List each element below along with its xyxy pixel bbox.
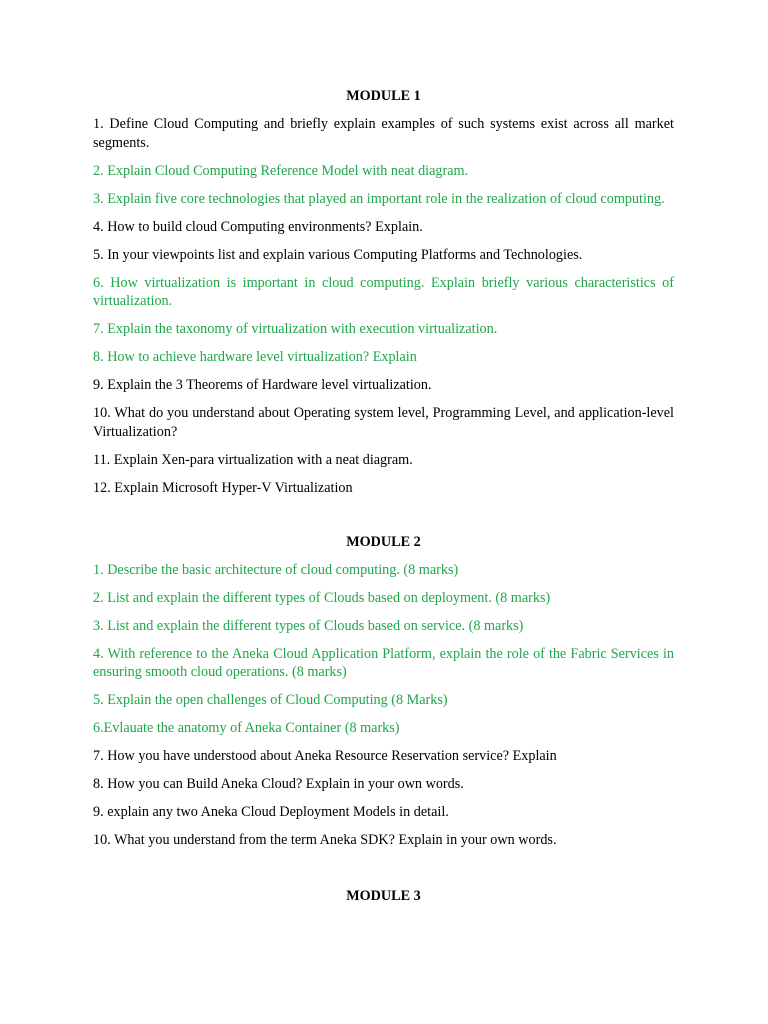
question-item: 6. How virtualization is important in cloud computing. Explain briefly various characteristics of virtualization. [93,274,674,309]
module-1-section [93,0,674,497]
question-item: 5. Explain the open challenges of Cloud Computing (8 Marks) [93,692,448,708]
question-item: 7. Explain the taxonomy of virtualization with execution virtualization. [93,321,498,337]
module-heading: MODULE 3 [346,888,421,904]
question-item: 11. Explain Xen-para virtualization with a neat diagram. [93,451,413,468]
question-list [93,115,674,497]
module-2-section [93,507,674,850]
question-item: 12. Explain Microsoft Hyper-V Virtualization [93,479,353,496]
question-item: 3. Explain five core technologies that played an important role in the realization of cloud computing. [93,190,665,207]
question-item: 6.Evlauate the anatomy of Aneka Container (8 marks) [93,720,400,736]
question-item: 3. List and explain the different types of Clouds based on service. (8 marks) [93,617,524,634]
question-item: 4. How to build cloud Computing environments? Explain. [93,218,423,235]
question-list [93,561,674,850]
question-item: 7. How you have understood about Aneka Resource Reservation service? Explain [93,748,557,764]
module-heading: MODULE 2 [346,533,421,550]
module-3-section [93,859,674,905]
question-item: 4. With reference to the Aneka Cloud Application Platform, explain the role of the Fabric Services in ensuring smooth cloud operations. (8 marks) [93,645,674,680]
question-item: 10. What you understand from the term Aneka SDK? Explain in your own words. [93,832,557,848]
question-item: 1. Describe the basic architecture of cloud computing. (8 marks) [93,561,459,578]
question-item: 8. How you can Build Aneka Cloud? Explain in your own words. [93,776,464,792]
module-heading: MODULE 1 [346,88,421,104]
question-item: 2. Explain Cloud Computing Reference Model with neat diagram. [93,162,469,179]
question-item: 8. How to achieve hardware level virtualization? Explain [93,349,417,365]
question-item: 2. List and explain the different types of Clouds based on deployment. (8 marks) [93,589,551,606]
question-item: 5. In your viewpoints list and explain various Computing Platforms and Technologies. [93,246,583,263]
question-item: 9. Explain the 3 Theorems of Hardware level virtualization. [93,377,432,393]
question-item: 10. What do you understand about Operating system level, Programming Level, and application-level Virtualization? [93,405,674,440]
question-item: 9. explain any two Aneka Cloud Deployment Models in detail. [93,804,449,820]
question-item: 1. Define Cloud Computing and briefly explain examples of such systems exist across all market segments. [93,116,674,151]
